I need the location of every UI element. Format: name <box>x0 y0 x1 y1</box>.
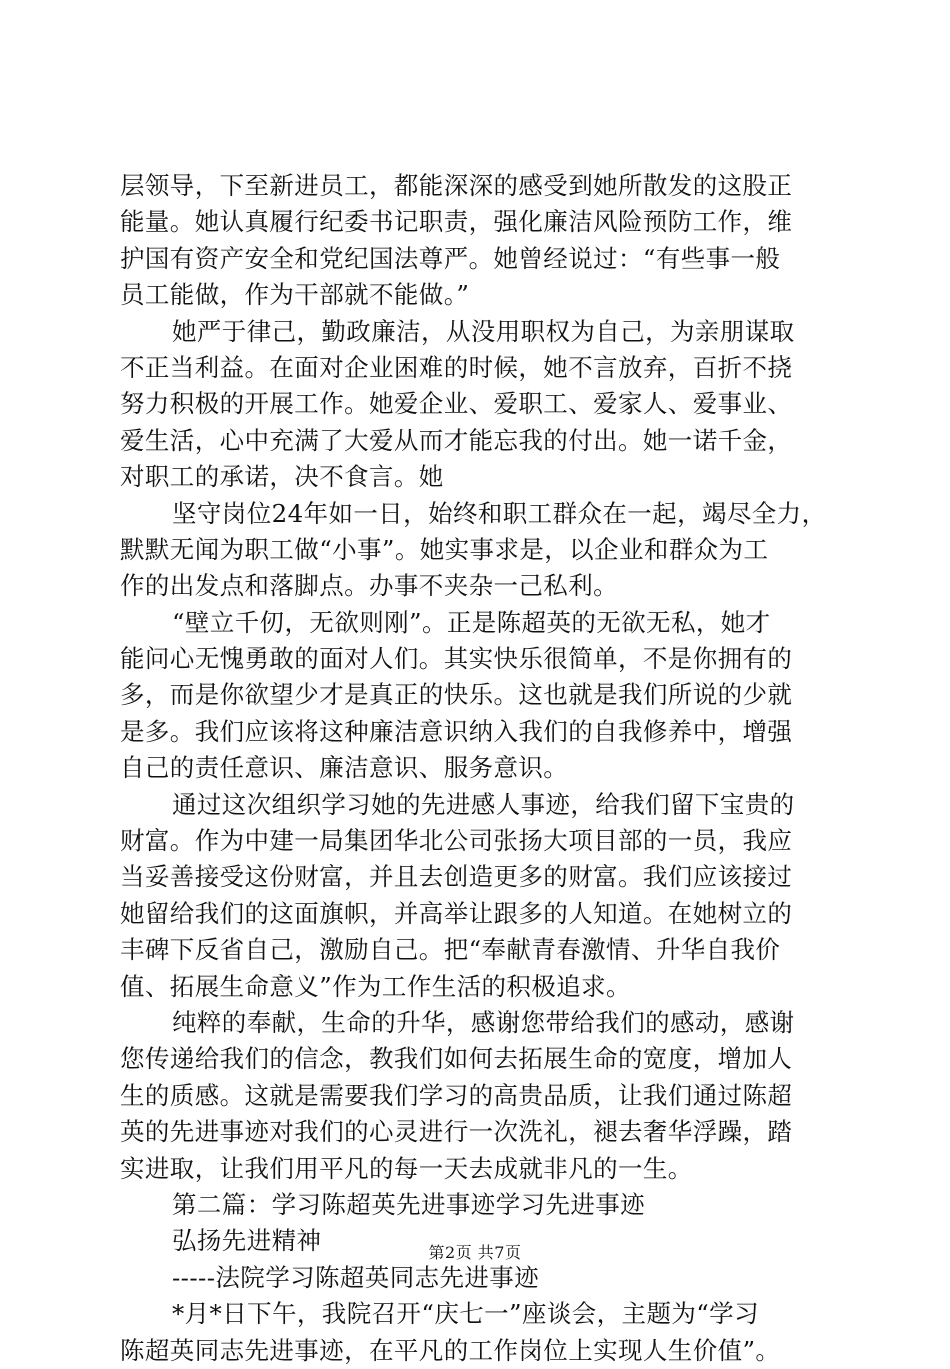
text-line: 陈超英同志先进事迹，在平凡的工作岗位上实现人生价值”。 <box>120 1335 781 1365</box>
text-line: 对职工的承诺，决不食言。她 <box>120 462 444 492</box>
text-line: 实进取，让我们用平凡的每一天去成就非凡的一生。 <box>120 1153 693 1183</box>
paragraph-start-line: *月*日下午，我院召开“庆七一”座谈会，主题为“学习 <box>172 1299 759 1329</box>
paragraph-start-line: “壁立千仞，无欲则刚”。正是陈超英的无欲无私，她才 <box>172 607 771 637</box>
paragraph-start-line: 通过这次组织学习她的先进感人事迹，给我们留下宝贵的 <box>172 789 795 819</box>
text-line: 爱生活，心中充满了大爱从而才能忘我的付出。她一诺千金， <box>120 425 793 455</box>
text-line: 多，而是你欲望少才是真正的快乐。这也就是我们所说的少就 <box>120 680 793 710</box>
text-line: 她留给我们的这面旗帜，并高举让跟多的人知道。在她树立的 <box>120 898 793 928</box>
text-line: 财富。作为中建一局集团华北公司张扬大项目部的一员，我应 <box>120 826 793 856</box>
text-line: 员工能做，作为干部就不能做。” <box>120 280 470 310</box>
text-line: 是多。我们应该将这种廉洁意识纳入我们的自我修养中，增强 <box>120 716 793 746</box>
text-line: 护国有资产安全和党纪国法尊严。她曾经说过：“有些事一般 <box>120 243 781 273</box>
text-line: 英的先进事迹对我们的心灵进行一次洗礼，褪去奢华浮躁，踏 <box>120 1117 793 1147</box>
text-line: 丰碑下反省自己，激励自己。把“奉献青春激情、升华自我价 <box>120 935 781 965</box>
section-byline: -----法院学习陈超英同志先进事迹 <box>172 1262 540 1292</box>
text-line: 自己的责任意识、廉洁意识、服务意识。 <box>120 753 569 783</box>
paragraph-start-line: 她严于律己，勤政廉洁，从没用职权为自己，为亲朋谋取 <box>172 316 795 346</box>
text-line: 作的出发点和落脚点。办事不夹杂一己私利。 <box>120 571 618 601</box>
document-body <box>120 168 840 1369</box>
text-line: 层领导，下至新进员工，都能深深的感受到她所散发的这股正 <box>120 171 793 200</box>
text-line: 不正当利益。在面对企业困难的时候，她不言放弃，百折不挠 <box>120 352 793 382</box>
page-number-footer: 第2页 共7页 <box>428 1243 522 1262</box>
section-heading: 第二篇：学习陈超英先进事迹学习先进事迹 <box>172 1189 646 1219</box>
text-line: 努力积极的开展工作。她爱企业、爱职工、爱家人、爱事业、 <box>120 389 793 419</box>
text-line: 您传递给我们的信念，教我们如何去拓展生命的宽度，增加人 <box>120 1044 793 1074</box>
paragraph-start-line: 纯粹的奉献，生命的升华，感谢您带给我们的感动，感谢 <box>172 1007 795 1037</box>
text-line: 能问心无愧勇敢的面对人们。其实快乐很简单，不是你拥有的 <box>120 644 793 674</box>
text-line: 值、拓展生命意义”作为工作生活的积极追求。 <box>120 971 631 1001</box>
text-line: 当妥善接受这份财富，并且去创造更多的财富。我们应该接过 <box>120 862 793 892</box>
text-line: 默默无闻为职工做“小事”。她实事求是，以企业和群众为工 <box>120 534 769 564</box>
paragraph-start-line: 坚守岗位24年如一日，始终和职工群众在一起，竭尽全力， <box>172 498 827 528</box>
text-line: 能量。她认真履行纪委书记职责，强化廉洁风险预防工作，维 <box>120 207 793 237</box>
text-line: 生的质感。这就是需要我们学习的高贵品质，让我们通过陈超 <box>120 1080 793 1110</box>
section-subheading: 弘扬先进精神 <box>172 1226 322 1256</box>
